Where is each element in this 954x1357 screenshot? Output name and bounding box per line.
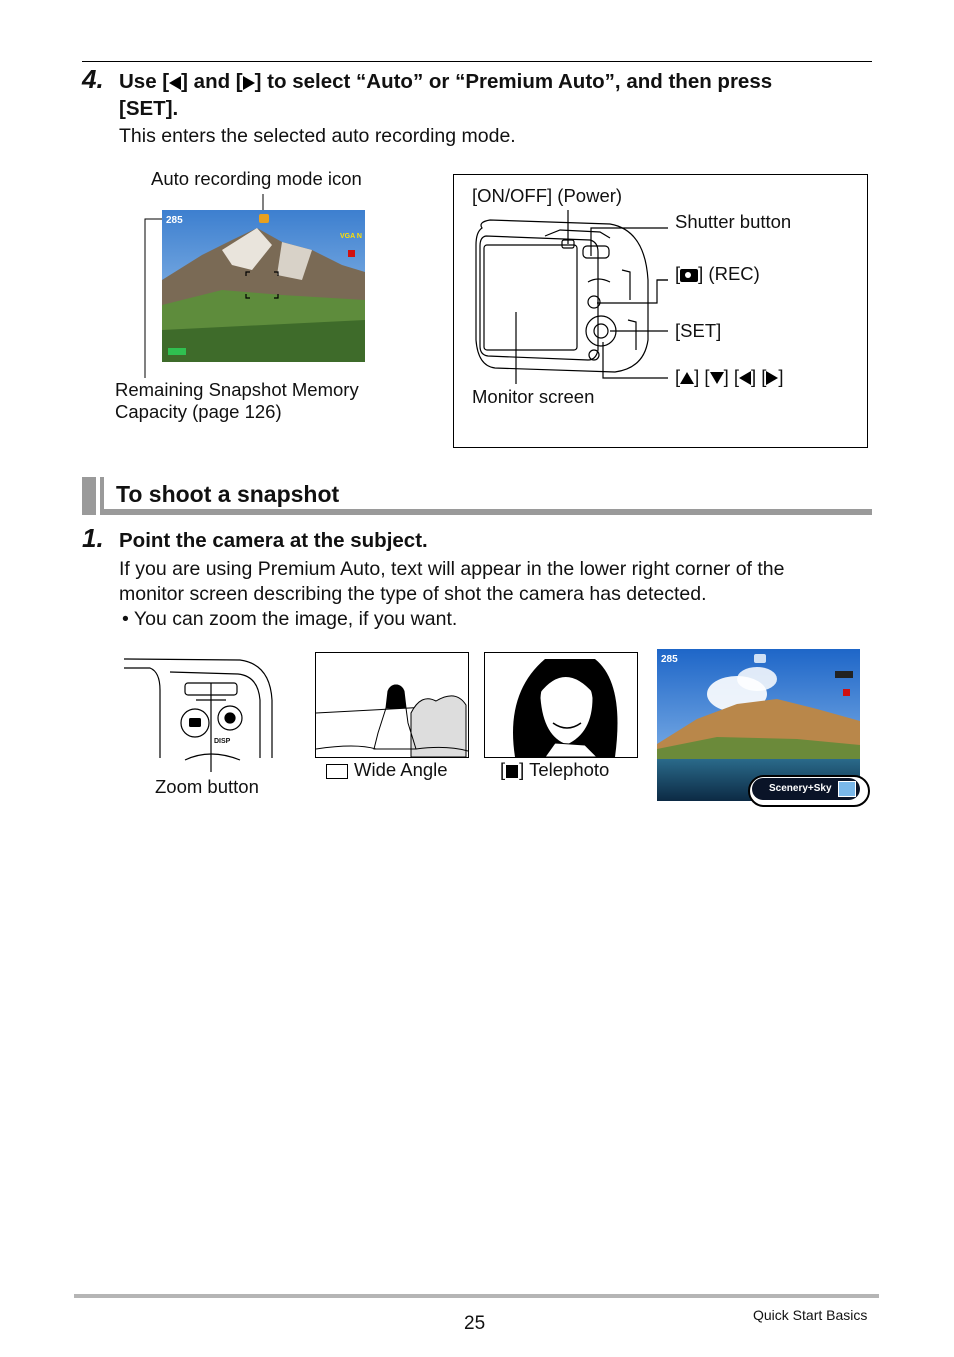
section-title: To shoot a snapshot	[116, 481, 340, 507]
step-4-body: This enters the selected auto recording mode.	[119, 125, 516, 147]
scenery-icon	[838, 781, 856, 797]
zoom-button-label: Zoom button	[155, 776, 259, 797]
telephoto-label-part: [	[500, 759, 506, 780]
telephoto-label-part: ] Telephoto	[519, 759, 610, 780]
shutter-label: Shutter button	[675, 211, 792, 232]
arrows-label-part: ] [	[723, 366, 739, 387]
overlay-size: VGA N	[340, 233, 362, 240]
snapshot-capacity-line1: Remaining Snapshot Memory	[115, 379, 359, 400]
wide-angle-text: Wide Angle	[354, 759, 448, 780]
step-4-title-part: ] to select “Auto” or “Premium Auto”, and then press	[254, 70, 773, 93]
step-4-number: 4.	[82, 64, 104, 94]
camera-icon	[189, 718, 201, 727]
wide-angle-icon	[326, 764, 348, 779]
wide-angle-label	[326, 759, 448, 781]
scene-size-icon	[835, 671, 853, 678]
rec-label-part: [	[675, 263, 681, 284]
disp-button-label: DISP	[214, 738, 231, 745]
arrows-label-part: [	[675, 366, 681, 387]
step-1-title: Point the camera at the subject.	[119, 529, 428, 552]
telephoto-label	[500, 759, 609, 781]
telephoto-art	[485, 653, 637, 757]
power-label: [ON/OFF] (Power)	[472, 185, 623, 206]
arrows-label-part: ] [	[750, 366, 767, 387]
auto-mode-icon-label: Auto recording mode icon	[151, 168, 362, 189]
scene-overlay-count: 285	[661, 654, 678, 665]
rec-label-part: ] (REC)	[698, 263, 760, 284]
wide-angle-art	[316, 653, 468, 757]
scene-rec-indicator-icon	[843, 689, 850, 696]
monitor-screen-label: Monitor screen	[472, 386, 595, 407]
scene-mode-icon	[754, 654, 766, 663]
scene-label-text: Scenery+Sky	[769, 783, 832, 794]
overlay-count: 285	[166, 215, 183, 226]
step-1-number: 1.	[82, 523, 104, 553]
telephoto-icon	[506, 765, 518, 778]
step-1-body-line1: If you are using Premium Auto, text will appear in the lower right corner of the	[119, 558, 785, 580]
step-1-body-line2: monitor screen describing the type of shot the camera has detected.	[119, 583, 707, 605]
step-4-title-line2: [SET].	[119, 97, 179, 120]
step-4-title-part: ] and [	[181, 70, 243, 93]
arrows-label-part: ] [	[694, 366, 710, 387]
step-1-bullet: • You can zoom the image, if you want.	[122, 608, 458, 630]
wide-angle-image	[315, 652, 469, 758]
page-number: 25	[464, 1313, 486, 1334]
set-label: [SET]	[675, 320, 722, 341]
footer-section-name: Quick Start Basics	[753, 1307, 868, 1323]
step-4-title-part: Use [	[119, 70, 170, 93]
arrows-label-part: ]	[778, 366, 784, 387]
telephoto-image	[484, 652, 638, 758]
snapshot-capacity-line2: Capacity (page 126)	[115, 401, 282, 422]
footer-rule	[74, 1294, 879, 1298]
